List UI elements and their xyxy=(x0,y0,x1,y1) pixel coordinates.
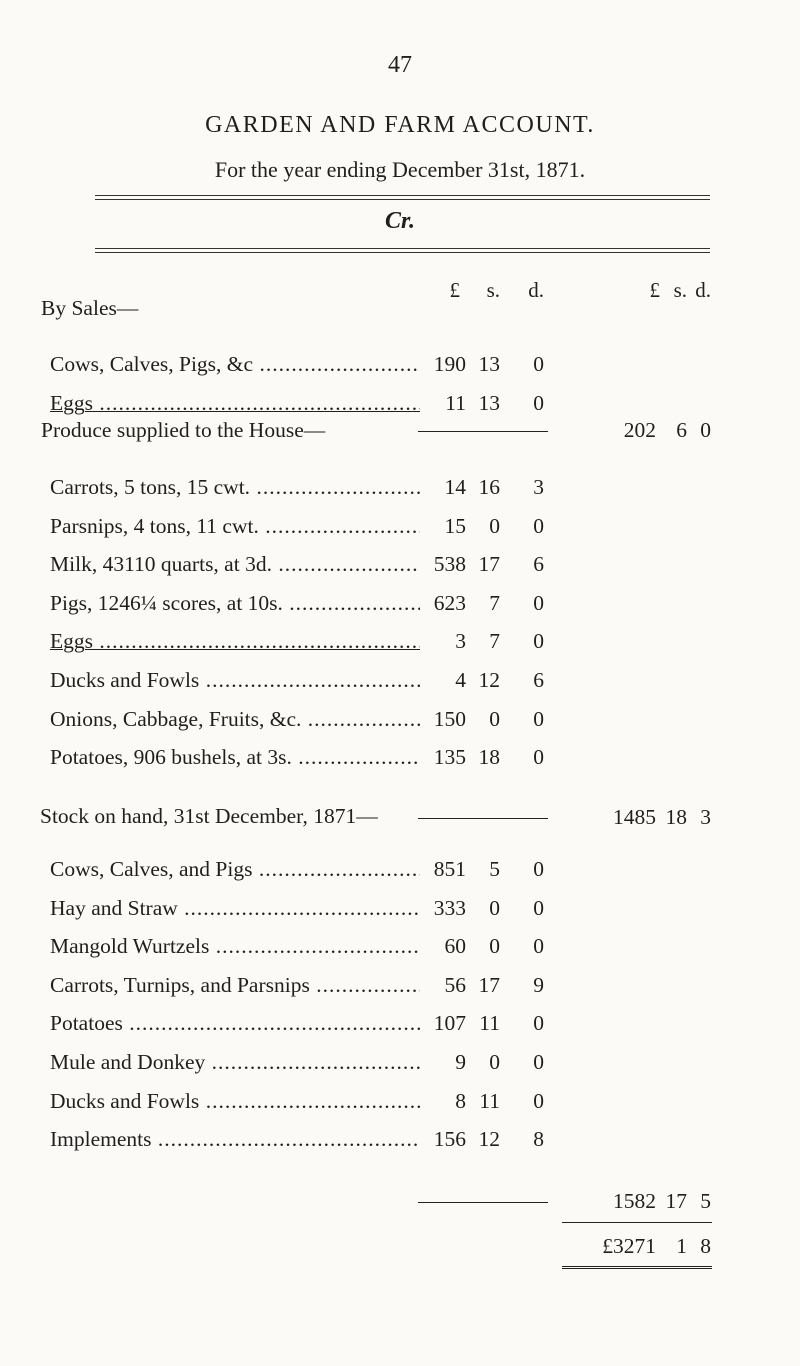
page-subtitle: For the year ending December 31st, 1871. xyxy=(214,157,586,182)
header-total-shillings: s. xyxy=(673,278,687,302)
amount-shillings: 5 xyxy=(489,857,500,881)
line-item-label: Cows, Calves, Pigs, &c ..... xyxy=(50,352,440,377)
line-item-label: Hay and Straw ..... xyxy=(50,896,440,921)
line-item-label: Potatoes, 906 bushels, at 3s. ..... xyxy=(50,745,440,770)
amount-shillings: 0 xyxy=(489,896,500,920)
amount-shillings: 7 xyxy=(489,591,500,615)
grand-total-pence: 8 xyxy=(700,1234,711,1258)
grand-total-pounds: £3271 xyxy=(602,1234,656,1258)
amount-shillings: 13 xyxy=(478,352,500,376)
amount-pounds: 851 xyxy=(420,857,466,882)
top-divider xyxy=(95,195,710,196)
amount-shillings: 0 xyxy=(489,934,500,958)
amount-shillings: 18 xyxy=(478,745,500,769)
page-number: 47 xyxy=(388,52,412,78)
top-divider-thin xyxy=(95,199,710,200)
amount-pence: 0 xyxy=(533,896,544,920)
amount-shillings: 12 xyxy=(478,1127,500,1151)
amount-pounds: 190 xyxy=(420,352,466,377)
amount-pounds: 623 xyxy=(420,591,466,616)
credit-divider-thin xyxy=(95,252,710,253)
section-total-pounds: 202 xyxy=(623,418,656,442)
amount-pence: 0 xyxy=(533,514,544,538)
amount-pounds: 135 xyxy=(420,745,466,770)
line-item-label: Carrots, 5 tons, 15 cwt. ..... xyxy=(50,475,440,500)
amount-pence: 0 xyxy=(533,1089,544,1113)
amount-pence: 8 xyxy=(533,1127,544,1151)
amount-pounds: 3 xyxy=(420,629,466,654)
amount-pounds: 333 xyxy=(420,896,466,921)
amount-shillings: 0 xyxy=(489,1050,500,1074)
amount-shillings: 11 xyxy=(479,1089,500,1113)
subtotal-rule xyxy=(418,818,548,819)
line-item-label: Implements ..... xyxy=(50,1127,440,1152)
amount-pence: 9 xyxy=(533,973,544,997)
line-item-label: Ducks and Fowls ..... xyxy=(50,668,440,693)
amount-pounds: 56 xyxy=(420,973,466,998)
line-item-label: Ducks and Fowls ..... xyxy=(50,1089,440,1114)
amount-shillings: 0 xyxy=(489,707,500,731)
section-total-pence: 5 xyxy=(700,1189,711,1213)
section-total-pence: 3 xyxy=(700,805,711,829)
amount-pence: 0 xyxy=(533,391,544,415)
grand-total-underline xyxy=(562,1266,712,1269)
line-item-label: Milk, 43110 quarts, at 3d. ..... xyxy=(50,552,440,577)
section-total-shillings: 17 xyxy=(665,1189,687,1213)
line-item-label: Cows, Calves, and Pigs ..... xyxy=(50,857,440,882)
grand-total-shillings: 1 xyxy=(676,1234,687,1258)
subtotal-rule xyxy=(418,431,548,432)
amount-pence: 0 xyxy=(533,629,544,653)
section-total-shillings: 6 xyxy=(676,418,687,442)
amount-pence: 0 xyxy=(533,352,544,376)
amount-pence: 0 xyxy=(533,1011,544,1035)
section-total-pence: 0 xyxy=(700,418,711,442)
amount-pence: 0 xyxy=(533,934,544,958)
amount-shillings: 0 xyxy=(489,514,500,538)
amount-pence: 0 xyxy=(533,857,544,881)
section-total-pounds: 1485 xyxy=(613,805,656,829)
line-item-label: Potatoes ..... xyxy=(50,1011,440,1036)
line-item-label: Carrots, Turnips, and Parsnips ..... xyxy=(50,973,440,998)
amount-pounds: 14 xyxy=(420,475,466,500)
header-total-pence: d. xyxy=(695,278,711,302)
amount-shillings: 17 xyxy=(478,973,500,997)
header-pounds: £ xyxy=(449,278,460,302)
line-item-label: Parsnips, 4 tons, 11 cwt. ..... xyxy=(50,514,440,539)
line-item-label: Mule and Donkey ..... xyxy=(50,1050,440,1075)
amount-shillings: 11 xyxy=(479,1011,500,1035)
line-item-label: Mangold Wurtzels ..... xyxy=(50,934,440,959)
line-item-label: Onions, Cabbage, Fruits, &c. ..... xyxy=(50,707,440,732)
amount-pounds: 4 xyxy=(420,668,466,693)
amount-pence: 0 xyxy=(533,1050,544,1074)
grand-total-rule xyxy=(562,1222,712,1223)
line-item-label: Eggs ..... xyxy=(50,629,440,654)
amount-shillings: 7 xyxy=(489,629,500,653)
header-total-pounds: £ xyxy=(649,278,660,302)
subtotal-rule xyxy=(418,1202,548,1203)
amount-pence: 0 xyxy=(533,707,544,731)
amount-shillings: 13 xyxy=(478,391,500,415)
page-title: GARDEN AND FARM ACCOUNT. xyxy=(205,112,595,138)
amount-pence: 0 xyxy=(533,745,544,769)
line-item-label: Pigs, 1246¼ scores, at 10s. ..... xyxy=(50,591,440,616)
header-shillings: s. xyxy=(486,278,500,302)
amount-pounds: 107 xyxy=(420,1011,466,1036)
credit-divider xyxy=(95,248,710,249)
amount-pounds: 156 xyxy=(420,1127,466,1152)
credit-label: Cr. xyxy=(384,208,416,234)
amount-pounds: 9 xyxy=(420,1050,466,1075)
amount-pounds: 8 xyxy=(420,1089,466,1114)
amount-pounds: 11 xyxy=(420,391,466,416)
amount-pence: 6 xyxy=(533,668,544,692)
amount-shillings: 12 xyxy=(478,668,500,692)
amount-shillings: 17 xyxy=(478,552,500,576)
amount-pounds: 15 xyxy=(420,514,466,539)
line-item-label: Eggs ..... xyxy=(50,391,440,416)
header-pence: d. xyxy=(528,278,544,302)
amount-pence: 6 xyxy=(533,552,544,576)
amount-pence: 3 xyxy=(533,475,544,499)
section-heading: Produce supplied to the House— xyxy=(41,418,326,442)
amount-pounds: 538 xyxy=(420,552,466,577)
amount-pounds: 60 xyxy=(420,934,466,959)
section-total-pounds: 1582 xyxy=(613,1189,656,1213)
amount-pence: 0 xyxy=(533,591,544,615)
amount-shillings: 16 xyxy=(478,475,500,499)
section-total-shillings: 18 xyxy=(665,805,687,829)
section-heading: Stock on hand, 31st December, 1871— xyxy=(40,804,378,828)
section-heading: By Sales— xyxy=(41,296,139,320)
amount-pounds: 150 xyxy=(420,707,466,732)
